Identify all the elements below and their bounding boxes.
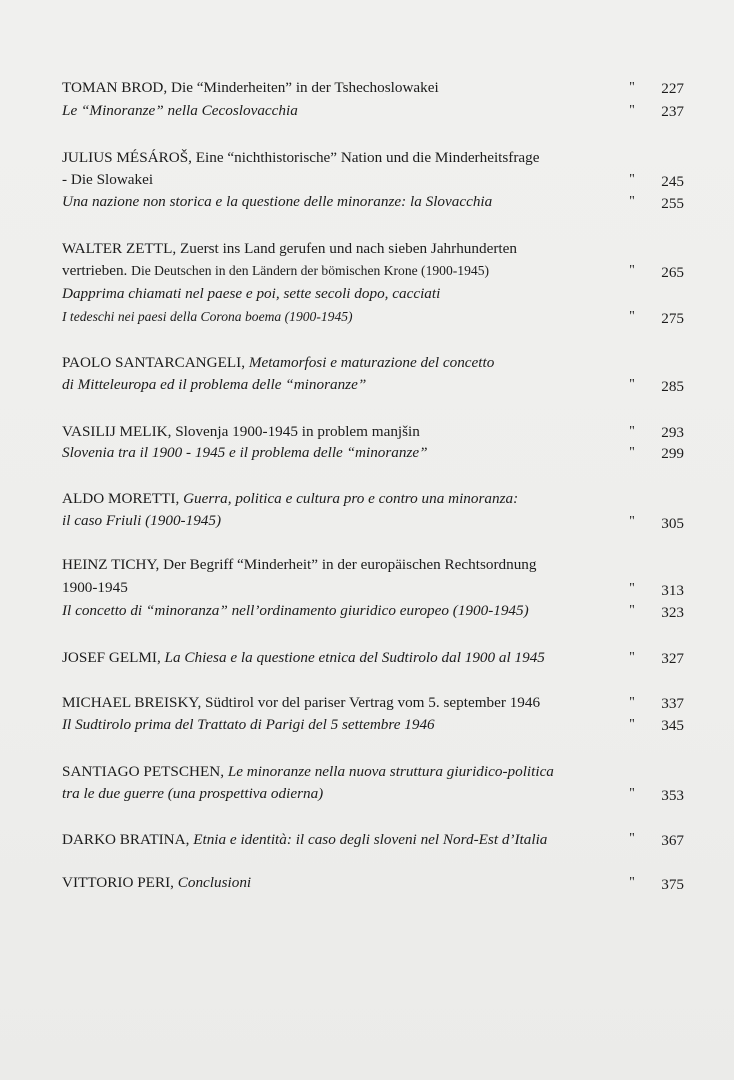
ditto-mark: " bbox=[629, 650, 635, 665]
page-number: 327 bbox=[661, 650, 684, 667]
ditto-mark: " bbox=[629, 875, 635, 890]
toc-entry-tichy-de: HEINZ TICHY, Der Begriff “Minderheit” in der europäischen Rechtsordnung bbox=[62, 556, 537, 573]
ditto-mark: " bbox=[629, 309, 635, 324]
ditto-mark: " bbox=[629, 786, 635, 801]
ditto-mark: " bbox=[629, 194, 635, 209]
page-number: 305 bbox=[661, 515, 684, 532]
toc-entry-melik-it: Slovenia tra il 1900 - 1945 e il problema delle “minoranze” bbox=[62, 444, 428, 461]
ditto-mark: " bbox=[629, 695, 635, 710]
toc-entry-petschen: SANTIAGO PETSCHEN, Le minoranze nella nuova struttura giuridico-politica bbox=[62, 763, 554, 780]
ditto-mark: " bbox=[629, 603, 635, 618]
toc-entry-melik-sl: VASILIJ MELIK, Slovenja 1900-1945 in problem manjšin bbox=[62, 423, 420, 440]
toc-entry-santarcangeli: PAOLO SANTARCANGELI, Metamorfosi e maturazione del concetto bbox=[62, 354, 495, 371]
ditto-mark: " bbox=[629, 103, 635, 118]
toc-entry-petschen-cont: tra le due guerre (una prospettiva odierna) bbox=[62, 785, 324, 802]
page-number: 237 bbox=[661, 103, 684, 120]
page-number: 375 bbox=[661, 876, 684, 893]
ditto-mark: " bbox=[629, 263, 635, 278]
ditto-mark: " bbox=[629, 445, 635, 460]
toc-entry-mesaros-it: Una nazione non storica e la questione delle minoranze: la Slovacchia bbox=[62, 193, 493, 210]
page-number: 245 bbox=[661, 173, 684, 190]
page-number: 265 bbox=[661, 264, 684, 281]
page-number: 313 bbox=[661, 582, 684, 599]
page-number: 255 bbox=[661, 195, 684, 212]
ditto-mark: " bbox=[629, 514, 635, 529]
ditto-mark: " bbox=[629, 80, 635, 95]
toc-entry-zettl-it-cont: I tedeschi nei paesi della Corona boema (1900-1945) bbox=[62, 309, 353, 324]
toc-entry-moretti: ALDO MORETTI, Guerra, politica e cultura pro e contro una minoranza: bbox=[62, 490, 519, 507]
toc-entry-mesaros-de-cont: - Die Slowakei bbox=[62, 171, 154, 188]
ditto-mark: " bbox=[629, 717, 635, 732]
toc-entry-santarcangeli-cont: di Mitteleuropa ed il problema delle “minoranze” bbox=[62, 376, 367, 393]
toc-entry-moretti-cont: il caso Friuli (1900-1945) bbox=[62, 512, 222, 529]
page-number: 227 bbox=[661, 80, 684, 97]
toc-entry-breisky-de: MICHAEL BREISKY, Südtirol vor del pariser Vertrag vom 5. september 1946 bbox=[62, 694, 541, 711]
toc-entry-brod-de: TOMAN BROD, Die “Minderheiten” in der Tshechoslowakei bbox=[62, 79, 439, 96]
ditto-mark: " bbox=[629, 581, 635, 596]
toc-entry-zettl-de-cont: vertrieben. Die Deutschen in den Ländern der bömischen Krone (1900-1945) bbox=[62, 262, 490, 279]
toc-entry-brod-it: Le “Minoranze” nella Cecoslovacchia bbox=[62, 102, 298, 119]
page-number: 299 bbox=[661, 445, 684, 462]
ditto-mark: " bbox=[629, 377, 635, 392]
page-number: 293 bbox=[661, 424, 684, 441]
toc-entry-bratina: DARKO BRATINA, Etnia e identità: il caso degli sloveni nel Nord-Est d’Italia bbox=[62, 831, 548, 848]
page-number: 367 bbox=[661, 832, 684, 849]
toc-entry-tichy-it: Il concetto di “minoranza” nell’ordinamento giuridico europeo (1900-1945) bbox=[62, 602, 529, 619]
page-number: 353 bbox=[661, 787, 684, 804]
ditto-mark: " bbox=[629, 424, 635, 439]
toc-entry-tichy-de-cont: 1900-1945 bbox=[62, 579, 128, 596]
toc-entry-zettl-it: Dapprima chiamati nel paese e poi, sette secoli dopo, cacciati bbox=[62, 285, 441, 302]
toc-entry-zettl-de: WALTER ZETTL, Zuerst ins Land gerufen und nach sieben Jahrhunderten bbox=[62, 240, 517, 257]
toc-entry-gelmi: JOSEF GELMI, La Chiesa e la questione etnica del Sudtirolo dal 1900 al 1945 bbox=[62, 649, 545, 666]
toc-entry-mesaros-de: JULIUS MÉSÁROŠ, Eine “nichthistorische” Nation und die Minderheitsfrage bbox=[62, 149, 540, 166]
toc-entry-peri: VITTORIO PERI, Conclusioni bbox=[62, 874, 252, 891]
page-number: 345 bbox=[661, 717, 684, 734]
page-number: 337 bbox=[661, 695, 684, 712]
toc-entry-breisky-it: Il Sudtirolo prima del Trattato di Parigi del 5 settembre 1946 bbox=[62, 716, 435, 733]
page-number: 275 bbox=[661, 310, 684, 327]
ditto-mark: " bbox=[629, 831, 635, 846]
page-number: 285 bbox=[661, 378, 684, 395]
page-number: 323 bbox=[661, 604, 684, 621]
ditto-mark: " bbox=[629, 172, 635, 187]
